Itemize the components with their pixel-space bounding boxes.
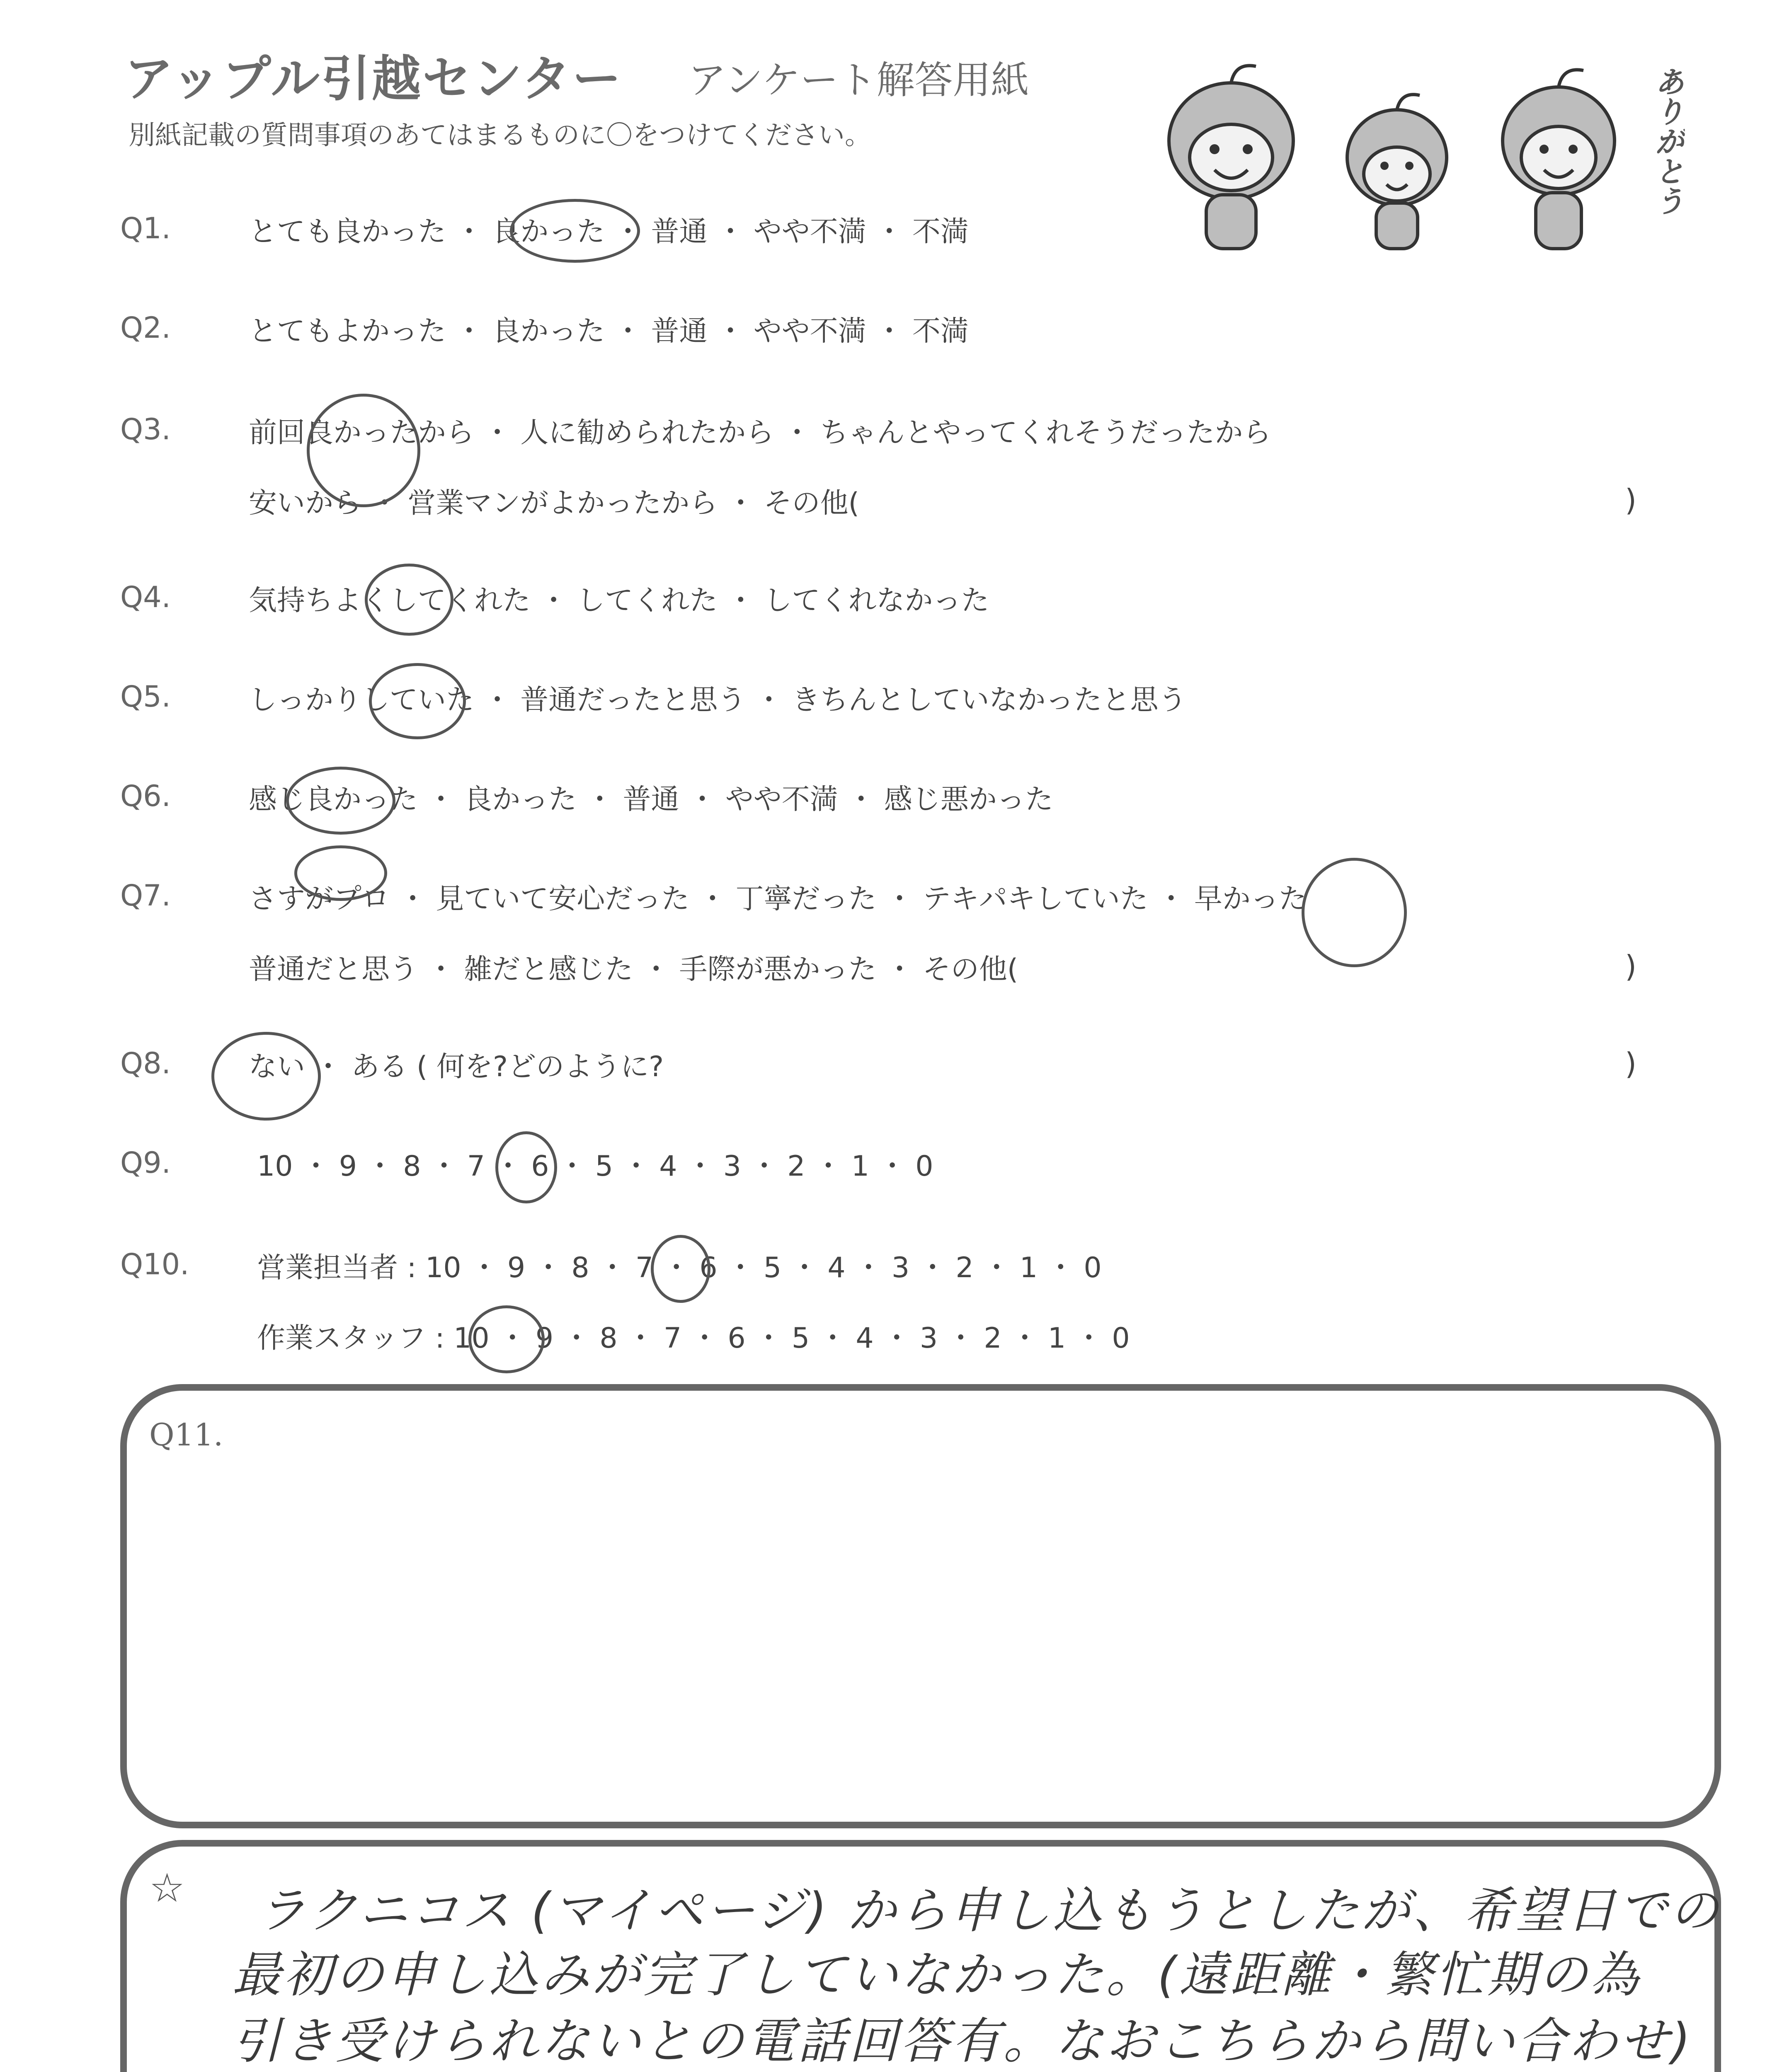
instruction-text: 別紙記載の質問事項のあてはまるものに〇をつけてください。 <box>128 120 871 151</box>
answer-circle-q9 <box>495 1131 557 1203</box>
monkey-mascots-illustration <box>1161 58 1700 261</box>
q4-label: Q4. <box>120 580 171 614</box>
q6-options: 感じ良かった ・ 良かった ・ 普通 ・ やや不満 ・ 感じ悪かった <box>249 783 1053 816</box>
answer-circle-q1 <box>510 199 640 263</box>
q7-label: Q7. <box>120 879 171 913</box>
answer-circle-q10-staff <box>468 1305 545 1373</box>
q5-options: しっかりしていた ・ 普通だったと思う ・ きちんとしていなかったと思う <box>249 684 1187 716</box>
q8-paren-close: ) <box>1625 1046 1637 1081</box>
comment-line-4 <box>232 2068 1465 2072</box>
q1-options: とても良かった ・ 良かった ・ 普通 ・ やや不満 ・ 不満 <box>249 215 969 248</box>
q11-box <box>120 1384 1721 1828</box>
comment-line-3: 引き受けられないとの電話回答有。なおこちらから問い合わせ) <box>232 2012 1693 2070</box>
q6-label: Q6. <box>120 779 171 813</box>
star-icon: ☆ <box>149 1865 185 1911</box>
page-subtitle: アンケート解答用紙 <box>688 58 1029 102</box>
answer-circle-q3 <box>307 394 420 507</box>
comment-line-2: 最初の申し込みが完了していなかった。(遠距離・繁忙期の為 <box>232 1946 1642 2003</box>
answer-circle-q6 <box>286 767 395 835</box>
q7-options-line1: さすがプロ ・ 見ていて安心だった ・ 丁寧だった ・ テキパキしていた ・ 早かった <box>249 883 1307 915</box>
q11-label: Q11. <box>149 1417 223 1453</box>
q2-options: とてもよかった ・ 良かった ・ 普通 ・ やや不満 ・ 不満 <box>249 315 969 348</box>
page-title: アップル引越センター <box>124 50 623 107</box>
q2-label: Q2. <box>120 311 171 345</box>
q1-label: Q1. <box>120 211 171 245</box>
q10-label: Q10. <box>120 1247 189 1281</box>
q10-staff-options: 作業スタッフ : 10 ・ 9 ・ 8 ・ 7 ・ 6 ・ 5 ・ 4 ・ 3 ・ 2 ・ 1 ・ 0 <box>257 1322 1130 1355</box>
q9-options: 10 ・ 9 ・ 8 ・ 7 ・ 6 ・ 5 ・ 4 ・ 3 ・ 2 ・ 1 ・ 0 <box>257 1150 933 1183</box>
thanks-text: ありがとう <box>1650 66 1685 215</box>
answer-circle-q5 <box>369 663 466 739</box>
answer-circle-q10-sales <box>651 1235 710 1303</box>
q4-options: 気持ちよくしてくれた ・ してくれた ・ してくれなかった <box>249 584 989 617</box>
answer-circle-q4 <box>365 564 453 636</box>
comment-line-1: ラクニコス (マイページ) から申し込もうとしたが、希望日での <box>257 1882 1721 1939</box>
q3-label: Q3. <box>120 412 171 446</box>
q8-label: Q8. <box>120 1046 171 1080</box>
q3-paren-close: ) <box>1625 483 1637 518</box>
q7-paren-close: ) <box>1625 949 1637 984</box>
q7-options-line2: 普通だと思う ・ 雑だと感じた ・ 手際が悪かった ・ その他( <box>249 953 1018 986</box>
q3-options-line2: 安いから ・ 営業マンがよかったから ・ その他( <box>249 487 859 520</box>
q9-label: Q9. <box>120 1146 171 1180</box>
q10-sales-options: 営業担当者 : 10 ・ 9 ・ 8 ・ 7 ・ 6 ・ 5 ・ 4 ・ 3 ・ 2 ・ 1 ・ 0 <box>257 1251 1102 1284</box>
q3-options-line1: 前回良かったから ・ 人に勧められたから ・ ちゃんとやってくれそうだったから <box>249 416 1271 449</box>
answer-circle-q7a <box>294 845 387 901</box>
monkey-illustration-svg <box>1161 58 1700 261</box>
q5-label: Q5. <box>120 680 171 714</box>
answer-circle-q7b <box>1302 858 1407 967</box>
q8-options: ない ・ ある ( 何を?どのように? <box>249 1051 664 1083</box>
answer-circle-q8 <box>211 1032 321 1121</box>
